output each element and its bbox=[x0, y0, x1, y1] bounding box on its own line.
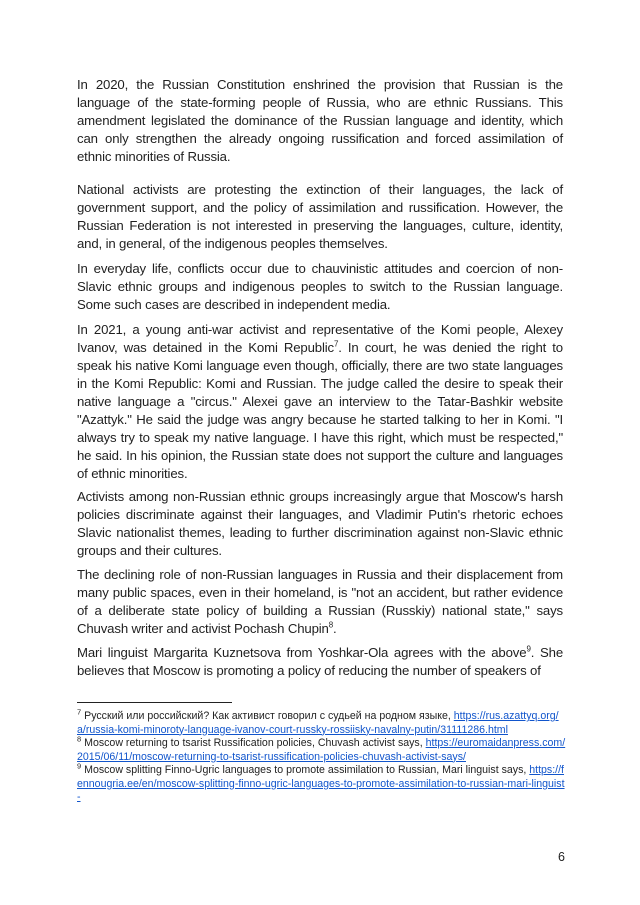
footnote-number: 7 bbox=[77, 707, 82, 717]
footnote-link[interactable]: https://fennougria.ee/en/moscow-splitting-finno-ugric-languages-to-promote-assimilation-to-russian-mari-linguist- bbox=[77, 764, 565, 803]
footnote-link[interactable]: https://euromaidanpress.com/2015/06/11/moscow-returning-to-tsarist-russification-policies-chuvash-activist-says/ bbox=[77, 737, 566, 763]
paragraph-constitution: In 2020, the Russian Constitution enshrined the provision that Russian is the language of the state-forming people of Russia, who are ethnic Russians. This amendment legislated the dominance of the Russian language and identity, which can only strengthen the already ongoing russification and forced assimilation of ethnic minorities of Russia. bbox=[77, 77, 563, 164]
footnote-8 bbox=[77, 734, 567, 764]
paragraph-text: Mari linguist Margarita Kuznetsova from Yoshkar-Ola agrees with the above bbox=[77, 645, 527, 660]
paragraph-text: In 2021, a young anti-war activist and representative of the Komi people, Alexey Ivanov, was detained in the Komi Republic bbox=[77, 322, 563, 355]
paragraph-text: The declining role of non-Russian languages in Russia and their displacement from many public spaces, even in their homeland, is "not an accident, but rather evidence of a deliberate state policy of building a Russian (Russkiy) national state," says Chuvash writer and activist Pochash Chupin bbox=[77, 567, 563, 636]
footnote-number: 9 bbox=[77, 761, 82, 771]
footnote-ref-9[interactable]: 9 bbox=[526, 644, 531, 654]
footnote-7 bbox=[77, 707, 567, 737]
footnote-title: Moscow returning to tsarist Russification policies, Chuvash activist says, bbox=[84, 737, 423, 749]
footnote-ref-8[interactable]: 8 bbox=[328, 620, 334, 630]
paragraph-text: . bbox=[333, 621, 337, 636]
paragraph-text: . She believes that Moscow is promoting a policy of reducing the number of speakers of bbox=[77, 645, 563, 678]
paragraph-activists-argue: Activists among non-Russian ethnic groups increasingly argue that Moscow's harsh policies discriminate against their languages, and Vladimir Putin's rhetoric echoes Slavic nationalist themes, leading to further discrimination against non-Slavic ethnic groups and their cultures. bbox=[77, 489, 563, 558]
paragraph-declining-role bbox=[77, 566, 563, 638]
paragraph-komi-activist bbox=[77, 321, 563, 483]
footnote-ref-7[interactable]: 7 bbox=[333, 339, 339, 349]
paragraph-mari-linguist bbox=[77, 644, 563, 680]
footnote-title: Moscow splitting Finno-Ugric languages to promote assimilation to Russian, Mari linguist says, bbox=[84, 764, 527, 776]
page-number: 6 bbox=[558, 850, 565, 864]
paragraph-national-activists: National activists are protesting the extinction of their languages, the lack of government support, and the policy of assimilation and russification. However, the Russian Federation is not interested in preserving the languages, culture, identity, and, in general, of the indigenous peoples themselves. bbox=[77, 182, 563, 251]
footnote-divider bbox=[77, 702, 232, 703]
footnote-9 bbox=[77, 761, 567, 805]
paragraph-text: . In court, he was denied the right to speak his native Komi language even though, officially, there are two state languages in the Komi Republic: Komi and Russian. The judge called the desire to speak their native language a "circus." Alexei gave an interview to the Tatar-Bashkir website "Azattyk." He said the judge was angry because he started talking to her in Komi. "I always try to speak my native language. I have this right, which must be respected," he said. In his opinion, the Russian state does not support the culture and languages of ethnic minorities. bbox=[77, 340, 563, 481]
footnote-title: Русский или российский? Как активист говорил с судьей на родном языке, bbox=[84, 710, 451, 722]
footnote-link[interactable]: https://rus.azattyq.org/a/russia-komi-minoroty-language-ivanov-court-russky-rossiisky-navalny-putin/31111286.html bbox=[77, 710, 559, 736]
footnote-number: 8 bbox=[77, 734, 82, 744]
footnotes bbox=[77, 707, 567, 805]
paragraph-everyday-conflicts: In everyday life, conflicts occur due to chauvinistic attitudes and coercion of non-Slavic ethnic groups and indigenous peoples to switch to the Russian language. Some such cases are described in independent media. bbox=[77, 261, 563, 312]
